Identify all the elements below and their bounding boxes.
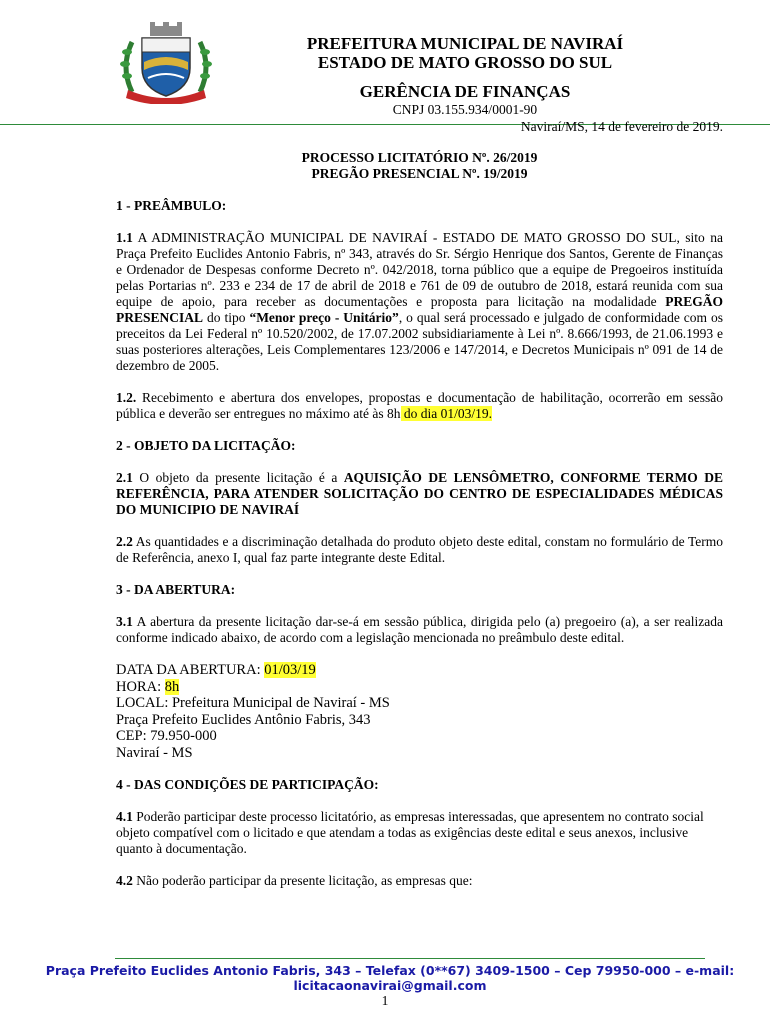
paragraph-1-1 [116,230,723,374]
opening-date-label: DATA DA ABERTURA: [116,662,265,678]
footer-line-1: Praça Prefeito Euclides Antonio Fabris, 343 – Telefax (0**67) 3409-1500 – Cep 79950-000 – e-mail: [45,963,735,978]
text: Recebimento e abertura dos envelopes, propostas e documentação de habilitação, ocorrerão em sessão pública e deverão ser entregues no máximo até às 8h [116,390,723,421]
text-bold: AQUISIÇÃO DE LENSÔMETRO, CONFORME TERMO DE REFERÊNCIA, PARA ATENDER SOLICITAÇÃO DO CENTRO DE ESPECIALIDADES MÉDICAS DO MUNICIPIO DE NAVIRAÍ [116,470,723,517]
text: A abertura da presente licitação dar-se-á em sessão pública, dirigida pelo (a) pregoeiro (a), a ser realizada conforme indicado abaixo, de acordo com a legislação mencionada no preâmbulo deste edital. [116,614,723,645]
paragraph-4-2 [116,873,723,889]
opening-city: Naviraí - MS [116,744,193,761]
opening-location: LOCAL: Prefeitura Municipal de Naviraí - MS [116,695,390,711]
paragraph-3-1 [116,614,723,646]
date-line: Naviraí/MS, 14 de fevereiro de 2019. [520,119,723,134]
item-number: 2.2 [116,534,133,549]
process-number: PROCESSO LICITATÓRIO Nº. 26/2019 [301,150,538,165]
opening-details [116,662,723,761]
text: , o qual será processado e julgado de conformidade com os preceitos da Lei Federal nº 10.520/2002, de 17.07.2002 subsidiariamente à Lei nº. 8.666/1993, de 21.06.1993 e suas posteriores alterações, Leis Complementares 123/2006 e 147/2014, e Decretos Municipais nº 091 de 14 de dezembro de 2005. [116,310,723,373]
paragraph-1-2 [116,390,723,422]
opening-cep: CEP: 79.950-000 [116,728,217,744]
header-line-1: PREFEITURA MUNICIPAL DE NAVIRAÍ [306,34,624,53]
paragraph-4-1 [116,809,723,857]
document-body [116,150,723,889]
text-bold: PREGÃO PRESENCIAL [116,294,723,325]
section-4-title: 4 - DAS CONDIÇÕES DE PARTICIPAÇÃO: [116,777,379,792]
section-1-title: 1 - PREÂMBULO: [116,198,227,213]
highlighted-date: do dia 01/03/19. [400,406,493,421]
item-number: 4.2 [116,873,133,888]
opening-date-value: 01/03/19 [264,662,316,678]
header-cnpj: CNPJ 03.155.934/0001-90 [392,102,538,117]
header-line-2: ESTADO DE MATO GROSSO DO SUL [317,53,613,72]
footer-email: licitacaonavirai@gmail.com [293,978,487,993]
item-number: 1.1 [116,230,133,245]
item-number: 3.1 [116,614,133,629]
item-number: 2.1 [116,470,133,485]
text: Poderão participar deste processo licitatório, as empresas interessadas, que apresentem no contrato social objeto compatível com o licitado e que atendam a todas as exigências deste edital e seus anexos, inclusive quanto à documentação. [116,809,704,856]
opening-time-value: 8h [164,678,180,695]
footer-address [20,963,760,993]
text: Não poderão participar da presente licitação, as empresas que: [132,873,473,888]
item-number: 1.2. [116,390,137,405]
paragraph-2-2 [116,534,723,566]
section-2-title: 2 - OBJETO DA LICITAÇÃO: [116,438,296,453]
pregao-number: PREGÃO PRESENCIAL Nº. 19/2019 [311,166,528,181]
text: O objeto da presente licitação é a [132,470,344,485]
opening-time-label: HORA: [116,678,165,695]
opening-address: Praça Prefeito Euclides Antônio Fabris, 343 [116,711,371,728]
text: do tipo [203,310,250,325]
footer-divider [115,958,705,959]
municipal-crest-icon [118,22,214,104]
text: As quantidades e a discriminação detalhada do produto objeto deste edital, constam no formulário de Termo de Referência, anexo I, qual faz parte integrante deste Edital. [116,534,723,565]
text-bold: “Menor preço - Unitário” [249,310,399,325]
paragraph-2-1 [116,470,723,518]
item-number: 4.1 [116,809,133,824]
page-number: 1 [381,993,389,1008]
header-department: GERÊNCIA DE FINANÇAS [359,82,571,101]
section-3-title: 3 - DA ABERTURA: [116,582,236,597]
text: A ADMINISTRAÇÃO MUNICIPAL DE NAVIRAÍ - ESTADO DE MATO GROSSO DO SUL, sito na Praça Prefeito Euclides Antonio Fabris, nº 343, através do Sr. Sérgio Henrique dos Santos, Gerente de Finanças e Ordenador de Despesas conforme Decreto nº. 042/2018, torna público que a equipe de Pregoeiros instituída pelas Portarias nº. 233 e 234 de 17 de abril de 2018 e 761 de 09 de outubro de 2018, estará reunida com sua equipe de apoio, para receber as documentações e proposta para licitação na modalidade [116,230,723,309]
